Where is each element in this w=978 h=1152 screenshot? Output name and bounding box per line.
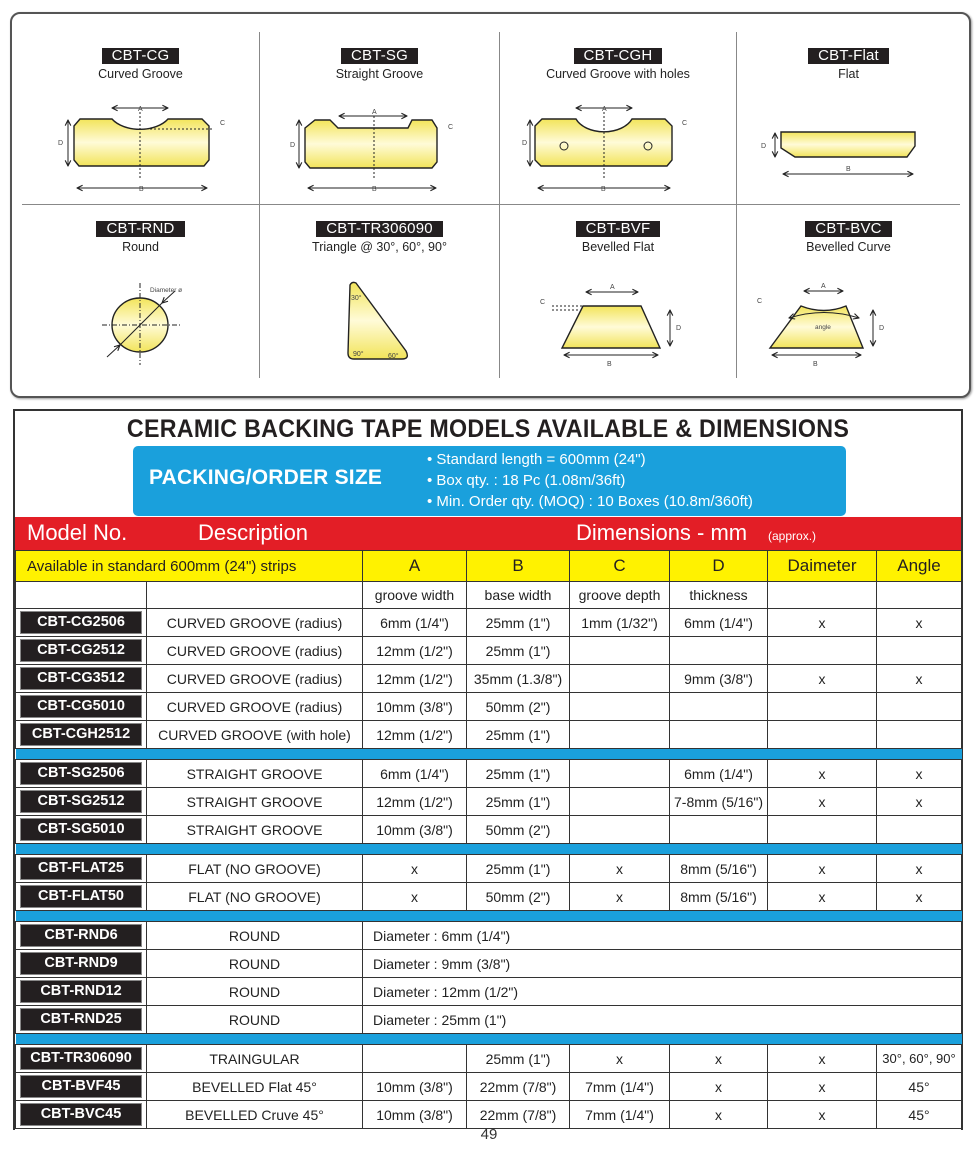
straight-groove-profile-icon — [260, 82, 500, 202]
model-badge: CBT-CG5010 — [20, 695, 142, 718]
svg-text:A: A — [372, 109, 377, 116]
model-badge: CBT-SG5010 — [20, 818, 142, 841]
header-dimensions: Dimensions - mm — [576, 520, 748, 545]
diagram-name: Flat — [838, 67, 859, 81]
svg-text:D: D — [290, 142, 296, 149]
profile-diagram-grid — [22, 32, 960, 378]
svg-text:B: B — [813, 361, 818, 368]
col-a: A — [363, 551, 467, 582]
model-badge: CBT-CG3512 — [20, 667, 142, 690]
diagram-cbt-bvc — [737, 205, 960, 378]
svg-text:D: D — [676, 325, 682, 332]
table-row: CBT-CG5010 CURVED GROOVE (radius) 10mm (3/8") 50mm (2") — [16, 693, 962, 721]
svg-text:C: C — [540, 299, 546, 306]
svg-text:A: A — [138, 106, 143, 113]
model-badge: CBT-RND9 — [20, 952, 142, 975]
description-cell: CURVED GROOVE (radius) — [147, 609, 363, 637]
diagram-cbt-tr306090 — [260, 205, 500, 378]
description-cell: STRAIGHT GROOVE — [147, 760, 363, 788]
description-cell: STRAIGHT GROOVE — [147, 788, 363, 816]
table-row: CBT-CG2506 CURVED GROOVE (radius) 6mm (1/4") 25mm (1") 1mm (1/32") 6mm (1/4") x x — [16, 609, 962, 637]
packing-label: PACKING/ORDER SIZE — [149, 466, 383, 489]
diagram-cbt-bvf — [500, 205, 737, 378]
diagram-name: Straight Groove — [335, 67, 424, 81]
spec-panel — [13, 409, 963, 1130]
group-separator — [16, 1034, 962, 1045]
diagram-code: CBT-SG — [341, 48, 418, 64]
description-cell: TRAINGULAR — [147, 1045, 363, 1073]
svg-text:B: B — [607, 361, 612, 368]
curved-groove-profile-icon — [22, 82, 260, 202]
diagram-cbt-cg — [22, 32, 260, 205]
table-row: CBT-BVC45 BEVELLED Cruve 45° 10mm (3/8") 22mm (7/8") 7mm (1/4") x x 45° — [16, 1101, 962, 1129]
model-badge: CBT-CG2506 — [20, 611, 142, 634]
svg-text:30°: 30° — [351, 295, 362, 302]
model-badge: CBT-SG2506 — [20, 762, 142, 785]
model-badge: CBT-RND25 — [20, 1008, 142, 1031]
table-row: CBT-BVF45 BEVELLED Flat 45° 10mm (3/8") 22mm (7/8") 7mm (1/4") x x 45° — [16, 1073, 962, 1101]
col-angle: Angle — [877, 551, 962, 582]
diameter-cell: Diameter : 9mm (3/8") — [363, 950, 962, 978]
diagram-name: Curved Groove — [98, 67, 183, 81]
diagram-name: Bevelled Flat — [581, 240, 655, 254]
diagram-code: CBT-Flat — [808, 48, 889, 64]
svg-text:C: C — [757, 298, 763, 305]
description-cell: ROUND — [147, 1006, 363, 1034]
diagram-code: CBT-BVC — [805, 221, 891, 237]
subheader-row — [16, 582, 962, 609]
svg-text:D: D — [58, 140, 64, 147]
svg-text:angle: angle — [815, 324, 831, 331]
description-cell: ROUND — [147, 922, 363, 950]
header-approx: (approx.) — [768, 529, 817, 543]
svg-text:90°: 90° — [353, 351, 364, 358]
description-cell: ROUND — [147, 978, 363, 1006]
description-cell: CURVED GROOVE (radius) — [147, 665, 363, 693]
description-cell: FLAT (NO GROOVE) — [147, 883, 363, 911]
sub-a: groove width — [363, 582, 467, 609]
svg-text:60°: 60° — [388, 353, 399, 360]
svg-text:B: B — [846, 166, 851, 173]
triangle-profile-icon — [260, 255, 500, 375]
description-cell: BEVELLED Cruve 45° — [147, 1101, 363, 1129]
description-cell: CURVED GROOVE (with hole) — [147, 721, 363, 749]
description-cell: CURVED GROOVE (radius) — [147, 637, 363, 665]
table-row: CBT-SG5010 STRAIGHT GROOVE 10mm (3/8") 50mm (2") — [16, 816, 962, 844]
svg-text:D: D — [761, 143, 767, 150]
col-diameter: Daimeter — [768, 551, 877, 582]
packing-item: • Box qty. : 18 Pc (1.08m/36ft) — [427, 470, 753, 491]
description-cell: CURVED GROOVE (radius) — [147, 693, 363, 721]
svg-text:C: C — [682, 120, 688, 127]
table-row — [16, 1006, 962, 1034]
model-badge: CBT-SG2512 — [20, 790, 142, 813]
diagram-code: CBT-BVF — [576, 221, 661, 237]
group-separator — [16, 749, 962, 760]
diagram-name: Bevelled Curve — [806, 240, 891, 254]
col-d: D — [670, 551, 768, 582]
diameter-cell: Diameter : 25mm (1") — [363, 1006, 962, 1034]
availability-note: Available in standard 600mm (24") strips — [16, 551, 363, 582]
description-cell: BEVELLED Flat 45° — [147, 1073, 363, 1101]
column-header-row — [16, 551, 962, 582]
sub-b: base width — [467, 582, 570, 609]
sub-c: groove depth — [570, 582, 670, 609]
table-row: CBT-CG3512 CURVED GROOVE (radius) 12mm (1/2") 35mm (1.3/8") 9mm (3/8") x x — [16, 665, 962, 693]
diagram-code: CBT-RND — [96, 221, 184, 237]
flat-profile-icon — [737, 82, 960, 202]
bevelled-curve-profile-icon — [737, 255, 960, 375]
model-badge: CBT-RND6 — [20, 924, 142, 947]
diagram-cbt-sg — [260, 32, 500, 205]
packing-item: • Min. Order qty. (MOQ) : 10 Boxes (10.8m/360ft) — [427, 491, 753, 512]
dimensions-table — [15, 550, 962, 1129]
curved-groove-holes-profile-icon — [500, 82, 737, 202]
col-c: C — [570, 551, 670, 582]
header-model: Model No. — [27, 520, 128, 545]
page-number: 49 — [480, 1126, 498, 1143]
spec-title: CERAMIC BACKING TAPE MODELS AVAILABLE & DIMENSIONS — [126, 415, 850, 443]
diagram-cbt-rnd — [22, 205, 260, 378]
model-badge: CBT-BVC45 — [20, 1103, 142, 1126]
header-description: Description — [198, 520, 309, 545]
model-badge: CBT-FLAT25 — [20, 857, 142, 880]
col-b: B — [467, 551, 570, 582]
table-row: CBT-TR306090 TRAINGULAR 25mm (1") x x x 30°, 60°, 90° — [16, 1045, 962, 1073]
model-badge: CBT-FLAT50 — [20, 885, 142, 908]
diagram-name: Triangle @ 30°, 60°, 90° — [312, 240, 447, 254]
svg-text:B: B — [601, 186, 606, 193]
packing-list — [427, 449, 753, 512]
diameter-cell: Diameter : 12mm (1/2") — [363, 978, 962, 1006]
packing-order-box — [133, 446, 846, 516]
table-row — [16, 950, 962, 978]
svg-text:D: D — [522, 140, 528, 147]
table-row: CBT-CG2512 CURVED GROOVE (radius) 12mm (1/2") 25mm (1") — [16, 637, 962, 665]
svg-text:D: D — [879, 325, 885, 332]
diagram-code: CBT-CG — [102, 48, 180, 64]
sub-d: thickness — [670, 582, 768, 609]
diameter-cell: Diameter : 6mm (1/4") — [363, 922, 962, 950]
svg-text:A: A — [602, 106, 607, 113]
description-cell: FLAT (NO GROOVE) — [147, 855, 363, 883]
diagram-code: CBT-CGH — [574, 48, 663, 64]
svg-text:A: A — [610, 284, 615, 291]
table-row: CBT-SG2512 STRAIGHT GROOVE 12mm (1/2") 25mm (1") 7-8mm (5/16") x x — [16, 788, 962, 816]
table-row — [16, 922, 962, 950]
packing-item: • Standard length = 600mm (24") — [427, 449, 753, 470]
diagram-cbt-flat — [737, 32, 960, 205]
model-badge: CBT-CGH2512 — [20, 723, 142, 746]
table-row: CBT-SG2506 STRAIGHT GROOVE 6mm (1/4") 25mm (1") 6mm (1/4") x x — [16, 760, 962, 788]
table-header-bar — [15, 517, 961, 550]
table-row — [16, 978, 962, 1006]
svg-text:B: B — [139, 186, 144, 193]
group-separator — [16, 911, 962, 922]
table-row: CBT-CGH2512 CURVED GROOVE (with hole) 12mm (1/2") 25mm (1") — [16, 721, 962, 749]
model-badge: CBT-BVF45 — [20, 1075, 142, 1098]
bevelled-flat-profile-icon — [500, 255, 737, 375]
profile-diagrams-panel — [10, 12, 971, 398]
svg-text:B: B — [372, 186, 377, 193]
svg-text:C: C — [448, 124, 454, 131]
diagram-name: Round — [122, 240, 159, 254]
svg-text:A: A — [821, 283, 826, 290]
group-separator — [16, 844, 962, 855]
description-cell: ROUND — [147, 950, 363, 978]
description-cell: STRAIGHT GROOVE — [147, 816, 363, 844]
round-profile-icon — [22, 255, 260, 375]
svg-text:C: C — [220, 120, 226, 127]
table-row: CBT-FLAT25 FLAT (NO GROOVE) x 25mm (1") x 8mm (5/16") x x — [16, 855, 962, 883]
table-row: CBT-FLAT50 FLAT (NO GROOVE) x 50mm (2") x 8mm (5/16") x x — [16, 883, 962, 911]
model-badge: CBT-RND12 — [20, 980, 142, 1003]
svg-text:Diameter ø: Diameter ø — [150, 287, 183, 294]
diagram-name: Curved Groove with holes — [546, 67, 690, 81]
model-badge: CBT-TR306090 — [20, 1047, 142, 1070]
model-badge: CBT-CG2512 — [20, 639, 142, 662]
diagram-cbt-cgh — [500, 32, 737, 205]
diagram-code: CBT-TR306090 — [316, 221, 443, 237]
